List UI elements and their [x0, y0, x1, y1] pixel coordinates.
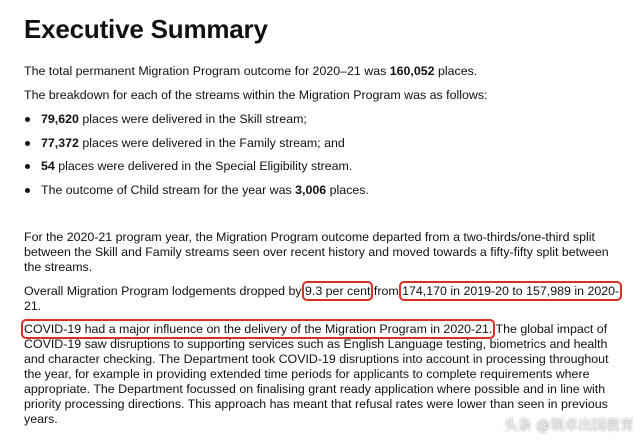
- page-title: Executive Summary: [24, 14, 268, 44]
- total-outcome-value: 160,052: [389, 64, 435, 78]
- highlight-percent: 9.3 per cent: [305, 284, 371, 298]
- intro-text: The total permanent Migration Program outcome for 2020–21 was: [24, 64, 390, 78]
- lodgements-text-tail: 21.: [24, 299, 42, 313]
- list-item-text-end: places.: [326, 182, 369, 197]
- covid-text: The global impact of COVID-19 saw disruptions to supporting services such as English Language testing, biometrics and health and character checking. The Department took COVID-19 disruptions into account in processing throughout the year, for example in providing extended time periods for applicants to complete requirements where appropriate. The Department focussed on finalising grant ready application where possible and in line with priority processing directions. This approach has meant that refusal rates were lower than seen in previous years.: [24, 322, 609, 426]
- family-value: 77,372: [41, 135, 79, 150]
- list-item-text: places were delivered in the Family stream; and: [78, 135, 345, 150]
- special-value: 54: [41, 159, 55, 173]
- list-item-text: places were delivered in the Skill stream;: [78, 112, 307, 126]
- stream-list: [24, 112, 624, 206]
- list-item-text: places were delivered in the Special Eligibility stream.: [54, 159, 353, 173]
- breakdown-intro: The breakdown for each of the streams within the Migration Program was as follows:: [24, 88, 488, 102]
- list-item-text: The outcome of Child stream for the year was: [41, 182, 296, 197]
- intro-text-end: places.: [434, 64, 478, 78]
- list-item: [24, 183, 624, 207]
- highlight-covid: COVID-19 had a major influence on the delivery of the Migration Program in 2020-21.: [24, 322, 493, 336]
- skill-value: 79,620: [41, 112, 79, 126]
- watermark: 头条 @领卓出国教育: [503, 418, 634, 434]
- lodgements-paragraph: [24, 284, 624, 314]
- child-value: 3,006: [295, 182, 327, 197]
- list-item: [24, 159, 624, 183]
- intro-paragraph: [24, 64, 624, 79]
- lodgements-text-mid: from: [370, 284, 403, 298]
- highlight-range: 174,170 in 2019-20 to 157,989 in 2020-: [402, 284, 620, 298]
- covid-paragraph: [24, 322, 624, 427]
- split-paragraph: For the 2020-21 program year, the Migration Program outcome departed from a two-thirds/one-third split between the Skill and Family streams seen over recent history and moved towards a fifty-fifty split between the streams.: [24, 230, 609, 274]
- list-item: [24, 112, 624, 136]
- lodgements-text: Overall Migration Program lodgements dropped by: [24, 284, 305, 298]
- list-item: [24, 136, 624, 160]
